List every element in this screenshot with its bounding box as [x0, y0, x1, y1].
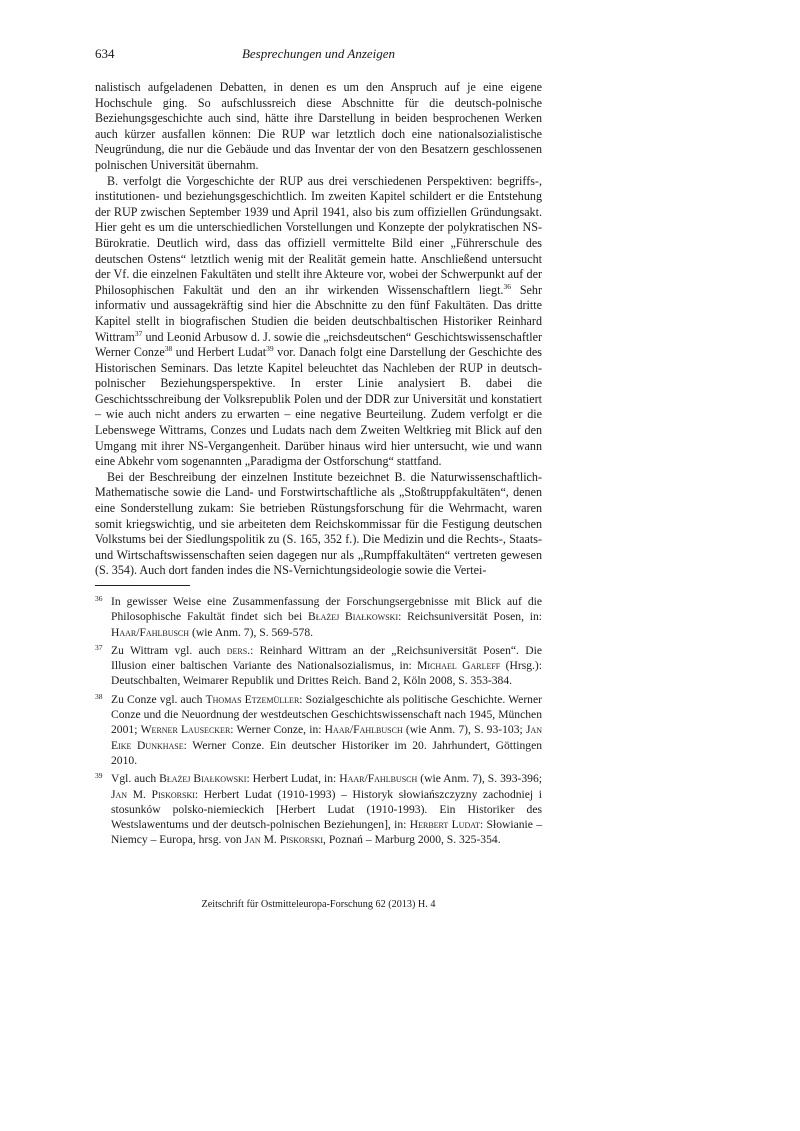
body-text	[95, 80, 542, 579]
footnote-author: Haar/Fahlbusch	[111, 625, 190, 639]
footnote-separator	[95, 585, 190, 586]
footnote-segment: Zu Conze vgl. auch	[111, 692, 206, 706]
paragraph-1: nalistisch aufgeladenen Debatten, in denen es um den Anspruch auf je eine eigene Hochschule ging. So aufschlussreich diese Abschnitte für die deutsch-polnische Beziehungsgeschichte auch sind, hätte ihre Darstellung in beiden besprochenen Werken auch kürzer ausfallen können: Die RUP war letztlich doch eine nationalsozialistische Neugründung, die nur die Gebäude und das Inventar der von den Besatzern geschlossenen polnischen Universität übernahm.	[95, 80, 542, 172]
footnote-ref-36[interactable]: 36	[503, 281, 511, 291]
footnote-37	[95, 643, 542, 689]
footnote-segment: : Werner Conze, in:	[230, 723, 325, 737]
running-title: Besprechungen und Anzeigen	[241, 46, 396, 61]
footnote-36	[95, 594, 542, 640]
footnote-author: Thomas Etzemüller	[205, 692, 300, 706]
footnote-segment: : Słowianie – Niemcy – Europa, hrsg. von	[111, 818, 543, 847]
footnote-segment: Zu Wittram vgl. auch	[111, 643, 227, 657]
footnote-segment: : Herbert Ludat (1910-1993) – Historyk słowiańszczyzny zachodniej i stosunków polsko-niemieckich [Herbert Ludat (1910-1993). Ein Historiker des Westslawentums und der deutsch-polnischen Beziehungen], in:	[111, 787, 542, 832]
footnote-author: Błażej Białkowski	[159, 772, 247, 786]
paragraph-2-part-d: und Herbert Ludat	[172, 345, 267, 360]
journal-footer: Zeitschrift für Ostmitteleuropa-Forschung 62 (2013) H. 4	[201, 899, 436, 910]
paragraph-3: Bei der Beschreibung der einzelnen Institute bezeichnet B. die Naturwissenschaftlich-Mathematische sowie die Land- und Forstwirtschaftliche als „Stoßtruppfakultäten“, denen eine Sonderstellung zukam: Sie betrieben Rüstungsforschung für die Wehrmacht, waren somit kriegswichtig, und sie arbeiteten dem Reichskommissar für die Festigung deutschen Volkstums bei der Siedlungspolitik zu (S. 165, 352 f.). Die Medizin und die Rechts-, Staats- und Wirtschaftswissenschaften seien dagegen nur als „Rumpffakultäten“ vertreten gewesen (S. 354). Auch dort fanden indes die NS-Vernichtungsideologie sowie die Vertei-	[95, 469, 542, 578]
footnotes	[95, 594, 542, 848]
footnote-segment: : Reinhard Wittram an der „Reichsuniversität Posen“. Die Illusion einer baltischen Variante des Nationalsozialismus, in:	[111, 643, 542, 673]
footnote-author: ders.	[226, 643, 251, 657]
footnote-segment: Vgl. auch	[111, 772, 160, 786]
footnote-segment: : Sozialgeschichte als politische Geschichte. Werner Conze und die Neuordnung der westdeutschen Geschichtswissenschaft nach 1945, München 2001;	[111, 692, 542, 737]
footnote-segment: (Hrsg.): Deutschbalten, Weimarer Republik und Drittes Reich. Band 2, Köln 2008, S. 353-384.	[111, 659, 542, 688]
page-number: 634	[95, 46, 115, 61]
footnote-author: Herbert Ludat	[409, 818, 481, 832]
paragraph-2	[95, 174, 542, 470]
footnote-segment: (wie Anm. 7), S. 569-578.	[189, 625, 314, 639]
footnote-text	[111, 771, 542, 847]
footnote-segment: : Herbert Ludat, in:	[246, 772, 340, 786]
footnote-ref-37[interactable]: 37	[134, 328, 143, 338]
footnote-author: Werner Lausecker	[140, 723, 231, 737]
footnote-text	[111, 643, 542, 689]
paragraph-2-part-c: und Leonid Arbusow d. J. sowie die „reichsdeutschen“ Geschichtswissenschaftler Werner Conze	[95, 329, 542, 360]
footnote-author: Błażej Białkowski	[307, 610, 399, 624]
footnote-segment: : Reichsuniversität Posen, in:	[398, 610, 542, 624]
footnote-author: Haar/Fahlbusch	[324, 723, 403, 737]
footnote-text	[111, 692, 542, 768]
paragraph-2-part-a: B. verfolgt die Vorgeschichte der RUP aus drei verschiedenen Perspektiven: begriffs-, institutionen- und beziehungsgeschichtlich. Im zweiten Kapitel schildert er die Entstehung der RUP zwischen September 1939 und April 1941, also bis zum offiziellen Gründungsakt. Hier geht es um die unterschiedlichen Vorstellungen und Konzepte der polykratischen NS-Bürokratie. Deutlich wird, dass das offiziell vermittelte Bild einer „Führerschule des deutschen Ostens“ letztlich wenig mit der Realität gemein hatte. Anschließend untersucht der Vf. die einzelnen Fakultäten und stellt ihre Akteure vor, wobei der Schwerpunkt auf der Philosophischen Fakultät und den an ihr wirkenden Wissenschaftlern liegt.	[95, 173, 542, 297]
page-header	[95, 46, 542, 66]
footnote-ref-38[interactable]: 38	[164, 344, 173, 354]
footnote-text	[111, 594, 542, 640]
footnote-author: Jan Eike Dunkhase	[111, 723, 543, 752]
footnote-number: 37	[95, 642, 103, 652]
footnote-segment: , Poznań – Marburg 2000, S. 325-354.	[323, 833, 501, 847]
footnote-segment: : Werner Conze. Ein deutscher Historiker im 20. Jahrhundert, Göttingen 2010.	[111, 738, 543, 767]
footnote-author: Jan M. Piskorski	[111, 787, 195, 801]
footnote-number: 39	[95, 771, 103, 781]
footnote-ref-39[interactable]: 39	[266, 344, 274, 354]
paragraph-2-part-b: Sehr informativ und aussagekräftig sind hier die Abschnitte zu den fünf Fakultäten. Das dritte Kapitel stellt in biografischen Studien die beiden deutschbaltischen Historiker Reinhard Wittram	[95, 282, 542, 344]
footnote-segment: In gewisser Weise eine Zusammenfassung der Forschungsergebnisse mit Blick auf die Philosophische Fakultät findet sich bei	[111, 595, 542, 624]
footnote-author: Jan M. Piskorski	[244, 833, 324, 847]
footnote-segment: (wie Anm. 7), S. 393-396;	[417, 772, 542, 786]
footnote-number: 36	[95, 594, 103, 603]
footnote-author: Michael Garleff	[417, 659, 501, 673]
paragraph-2-part-e: vor. Danach folgt eine Darstellung der Geschichte des Historischen Seminars. Das letzte Kapitel beleuchtet das Nachleben der RUP in deutsch-polnischer Beziehungsperspektive. In erster Linie analysiert B. dabei die Geschichtsschreibung der Volksrepublik Polen und der DDR zur Universität und konstatiert – wie auch nicht anders zu erwarten – eine negative Beurteilung. Zudem verfolgt er die Lebenswege Wittrams, Conzes und Ludats nach dem Zweiten Weltkrieg mit Blick auf den Umgang mit ihrer NS-Vergangenheit. Darüber hinaus wird hier untersucht, wie und wann eine Abkehr vom sogenannten „Paradigma der Ostforschung“ stattfand.	[95, 345, 542, 469]
page	[95, 46, 543, 910]
footnote-number: 38	[95, 691, 103, 701]
footnote-segment: (wie Anm. 7), S. 93-103;	[402, 723, 526, 737]
footnote-39	[95, 771, 542, 847]
footnote-38	[95, 692, 542, 768]
footnote-author: Haar/Fahlbusch	[339, 772, 418, 786]
